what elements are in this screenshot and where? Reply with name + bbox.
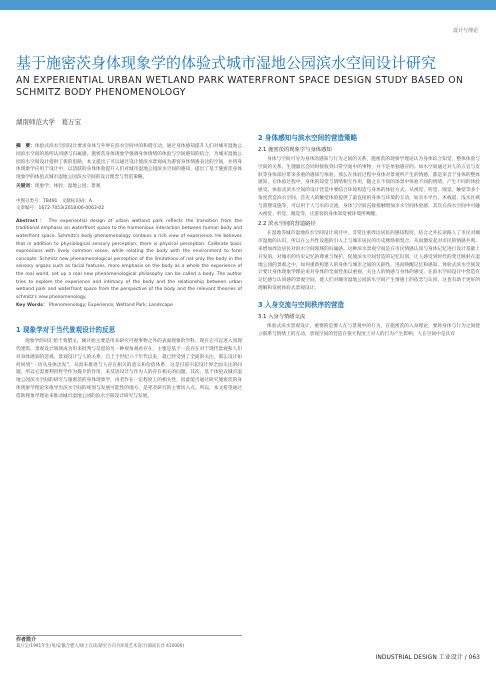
page-footer: INDUSTRIAL DESIGN 工业设计 / 063 (375, 654, 480, 661)
keywords-cn-text: 现象学；体验；湿地公园；景观 (34, 183, 101, 189)
section-2-heading: 2 身体感知与滨水空间的营造策略 (258, 134, 358, 142)
abstract-en-label: Abstract： (16, 218, 46, 224)
section-2-2-paragraph: 在湿地等城市湿地滨水空间设计项目中，非常注重周边居民的感知程度，结合之外长途路人了市民对城市湿地的认识，所以在公共性设施的引入上与城市居民的历史脉络相契合，从而激发起对市民的情感共鸣。来增加周边居民对滨水空间领域的归属感。这种滨水景观空间是在市民情感认知与身体记忆进行设计基础上开发的，对城市的历史记忆的尊重与保护，促使滨水空间营造的记忆识别，让人感受到时代的变迁映射在湿地公园的景观之中。如何重新构建人的身体与城市之间的关联性，进而唤醒记忆和感知。体验式滨水空间设计要让身体现象学理论来对身体的全面性加以重视，关注人的情感与身体的感受，在滨水空间设计中营造有记忆感与认同感的景观空间，使人们对城市湿地公园滨水空间产生情感上的依恋与认同，这也有助于更好的理解和发展体验式景观设计。 (258, 231, 480, 291)
abstract-en-text: The experiential design of urban wetland park reflects the transition from the traditional emphasis on waterfront space to the harmonious interaction between human body and waterfront space. Schmitz's body phenomenology contains a rich view of experience. He believes that in addition to physiological sensory perception, there is physical perception. Calibrate basic expressions with lively common sense, while relating the body with the environment to form concepts. Schmitz new phenomenological perception of the limitations of not only the body in the sensory organs such as facial features, more emphasis on the body as a whole the experience of the real world, set up a real new phenomenological philosophy can be called a body. The author tries to explore the experience and intimacy of the body and the relationship between urban wetland park and waterfront space from the perspective of the body and the relevant theories of schmitz's new phenomenology. (16, 218, 242, 300)
section-1-paragraph: 现象学的词汇始于希腊文，刚开始主要是用来研究可观事物之外的表面现象的学科。现在它可以进入到现代建筑、景观设计领域成为用来批判与反思的另一种视角观看存在，主要是基于一直存在对于现代景观和人们对身体感知的忽视。景观设计与人的关系，自上个世纪六十年代以来，就已经受到了全面的关注，那么设计如何回到“一切从身体出发”，从而来推进与人存在相关的意义和价值体系，这是目前引起设计界全面关注的问题，所以它需要利用哲学作为媒介的作用，来反思设计与作为人的存在相关的问题。其次，基于体验式城市湿地公园滨水空间的研究与施密茨的身体现象学，再者作在一定程度上的相关性，因此能否通过研究施密茨的身体现象学理论来推导出滨水空间的规划与发展可能性的地方，是笔者研究的主要切入点。所以，本文希望通过借助现象学理论来推动城市湿地公园的滨水空间设计研究与发展。 (16, 339, 242, 399)
author-note-text: 葛万宝/1991年生/男/安徽合肥人/硕士在读/研究方向为环境艺术设计(湖南长沙 410000) (16, 643, 185, 649)
section-2-1-paragraph: 身体与空间可分为身体的感知与行为之间的关系，施密茨的现象学理论认为身体综合知觉、整体体验与空间的关系。生理器官会同时接收到日常空间中的事物，并不是单独感应的。如水空间通过对人的五官与皮肤等身体部位带来多重的感知与体验，那么在体验过程中身体对景观所产生的情感，都是来自于身体的整体感知，在体验过程中，身体的知觉与情绪相互作用，随之在不同的场景中体验不同的情绪，产生不同的体验感受。体验式滨水空间的设计营造中要结合环境构造与身体的体验方式，从视觉、听觉、嗅觉、触觉等多个角度营造滨水空间。首先人的触觉体验提供了最直接的身体与环境的互动，如亲水平台、木栈道、浅水区域与游憩设施等，可以用于人与水的交流，身体与空间直接接触增加亲水空间体验感。其次在滨水空间中可融入视觉、听觉、嗅觉等，让游客的身体知觉被环境所唤醒。 (258, 157, 480, 217)
section-2-2-heading: 2.2 滨水空间的营造路径 (258, 221, 316, 228)
section-1-heading: 1 现象学对于当代景观设计的反思 (16, 326, 116, 335)
abstract-chinese (16, 143, 242, 182)
author-affiliation: 湖南师范大学 葛万宝 (16, 118, 81, 126)
section-2-1-heading: 2.1 施密茨的现象学与身体感知 (258, 147, 332, 153)
article-title-english: AN EXPERIENTIAL URBAN WETLAND PARK WATERFRONT SPACE DESIGN STUDY BASED ON SCHMITZ BODY PHENOMENOLOGY (16, 75, 464, 98)
abstract-english (16, 218, 242, 302)
abstract-cn-text: 体验式滨水空间设计要求身体与外界在滨水空间中的和谐互动，通过身体感知提升人们对城市湿地公园滨水空间的场所认同感与归属感。施密茨身体现象学强调身体情绪的体验与空间感知的结合，为城市湿地公园滨水空间设计提供了新的思路，本文提出了可以通过设计使滨水景观成为游客身体情感表达的空间，并将身体现象学应用于设计中，以活跃的身体体验提升人们对城市湿地公园滨水空间的感知，提出了基于施密茨身体现象学的体验式城市湿地公园滨水空间的设计理念与营造策略。 (16, 144, 242, 181)
author-note-heading: 作者简介 (16, 637, 37, 643)
author-note (16, 637, 242, 650)
section-3-heading: 3 入身交流与空间秩序的营造 (258, 300, 345, 309)
keywords-en-text: Phenomenology; Experience; Wetland Park; Landscape (48, 303, 173, 309)
keywords-chinese (16, 183, 242, 191)
classification-line-1: 中图分类号：TB491 文献标识码：A (16, 198, 93, 204)
section-corner-label: 设计与理论 (452, 28, 478, 34)
keywords-cn-label: 关键词： (16, 183, 35, 189)
right-column (258, 134, 480, 338)
abstract-cn-label: 摘 要： (16, 144, 35, 149)
article-title-chinese: 基于施密茨身体现象学的体验式城市湿地公园滨水空间设计研究 (16, 54, 437, 72)
top-color-bar (0, 0, 496, 10)
keywords-english (16, 302, 242, 310)
section-3-1-paragraph: 体验式滨水景观设计，重要的是要人在与景观中的行为，在施密茨的入身理论，要将身体与行为之间建立联系与情绪上的互动，景观空间的营造在很大程度上对人的行为产生影响，人在空间中是具有 (258, 323, 480, 337)
left-column (16, 143, 242, 400)
author-note-divider (16, 635, 242, 636)
section-1 (16, 326, 242, 400)
classification-line-2: 文章编号：1672-7053(2018)06-0063-02 (16, 205, 105, 211)
section-3-1-heading: 3.1 入身与情绪交流 (258, 313, 306, 320)
keywords-en-label: Key Words： (16, 303, 48, 309)
classification-block (16, 198, 242, 212)
